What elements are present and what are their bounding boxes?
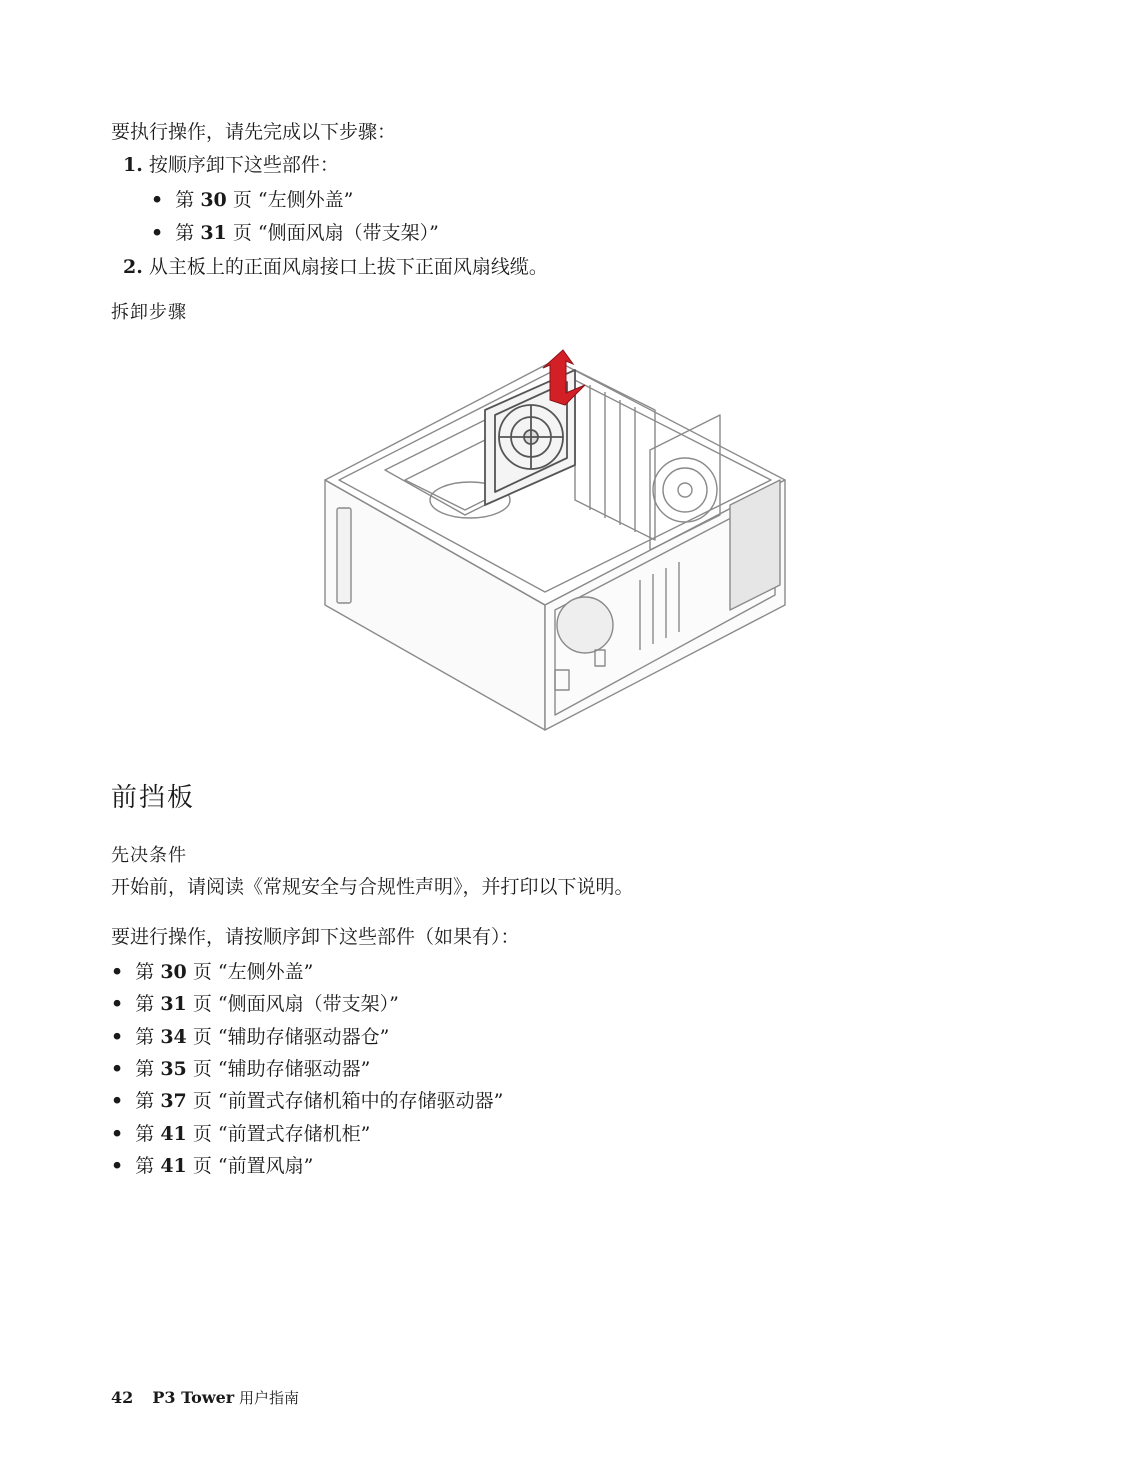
page-link-title[interactable]: 页 “左侧外盖”: [232, 189, 354, 211]
page-prefix: 第: [135, 1155, 155, 1177]
list-item: [111, 1122, 370, 1146]
page-link-title[interactable]: 页 “辅助存储驱动器仓”: [192, 1026, 390, 1048]
page-link-number[interactable]: 31: [200, 222, 227, 244]
page-link-number[interactable]: 31: [160, 993, 187, 1015]
list-item: [111, 1089, 503, 1113]
step-1: [123, 153, 339, 177]
list-item: [111, 1057, 370, 1081]
page-link-title[interactable]: 页 “侧面风扇（带支架）”: [232, 222, 439, 244]
page-link-number[interactable]: 41: [160, 1123, 187, 1145]
page-prefix: 第: [135, 1090, 155, 1112]
page-link-number[interactable]: 41: [160, 1155, 187, 1177]
guide-name: 用户指南: [238, 1389, 299, 1407]
step-number: 1.: [123, 154, 143, 176]
page-prefix: 第: [175, 222, 195, 244]
bullet-icon: •: [151, 189, 164, 211]
page-prefix: 第: [135, 1058, 155, 1080]
chassis-illustration: [255, 330, 855, 750]
page-link-title[interactable]: 页 “前置风扇”: [192, 1155, 314, 1177]
step-text: 按顺序卸下这些部件：: [148, 154, 339, 176]
page-link-number[interactable]: 37: [160, 1090, 187, 1112]
list-item: [111, 1154, 313, 1178]
prereq-heading: 先决条件: [111, 845, 187, 866]
product-name: P3 Tower: [152, 1388, 235, 1407]
removal-heading: 拆卸步骤: [111, 302, 187, 323]
page-number: 42: [111, 1388, 134, 1407]
page-link-title[interactable]: 页 “前置式存储机柜”: [192, 1123, 371, 1145]
step-text: 从主板上的正面风扇接口上拔下正面风扇线缆。: [148, 256, 548, 278]
page-footer: [111, 1387, 299, 1408]
page-prefix: 第: [135, 961, 155, 983]
list-item: [111, 992, 399, 1016]
step-2: [123, 255, 548, 279]
substep-item: [151, 188, 353, 212]
bullet-icon: •: [111, 1026, 124, 1048]
page-link-number[interactable]: 30: [160, 961, 187, 983]
section-lead: 要进行操作，请按顺序卸下这些部件（如果有）：: [111, 926, 520, 948]
substep-item: [151, 221, 439, 245]
bullet-icon: •: [111, 1058, 124, 1080]
section-title: 前挡板: [111, 783, 196, 813]
page-prefix: 第: [135, 993, 155, 1015]
intro-lead: 要执行操作，请先完成以下步骤：: [111, 121, 397, 143]
bullet-icon: •: [111, 1123, 124, 1145]
page-prefix: 第: [175, 189, 195, 211]
bullet-icon: •: [111, 1155, 124, 1177]
bullet-icon: •: [151, 222, 164, 244]
bullet-icon: •: [111, 993, 124, 1015]
page-link-title[interactable]: 页 “前置式存储机箱中的存储驱动器”: [192, 1090, 504, 1112]
page-prefix: 第: [135, 1123, 155, 1145]
page-link-title[interactable]: 页 “辅助存储驱动器”: [192, 1058, 371, 1080]
page-link-title[interactable]: 页 “侧面风扇（带支架）”: [192, 993, 399, 1015]
page-link-number[interactable]: 34: [160, 1026, 187, 1048]
page-link-title[interactable]: 页 “左侧外盖”: [192, 961, 314, 983]
page-link-number[interactable]: 35: [160, 1058, 187, 1080]
bullet-icon: •: [111, 961, 124, 983]
list-item: [111, 960, 313, 984]
page-link-number[interactable]: 30: [200, 189, 227, 211]
page-prefix: 第: [135, 1026, 155, 1048]
step-number: 2.: [123, 256, 143, 278]
list-item: [111, 1025, 389, 1049]
prereq-text: 开始前，请阅读《常规安全与合规性声明》，并打印以下说明。: [111, 876, 634, 898]
bullet-icon: •: [111, 1090, 124, 1112]
